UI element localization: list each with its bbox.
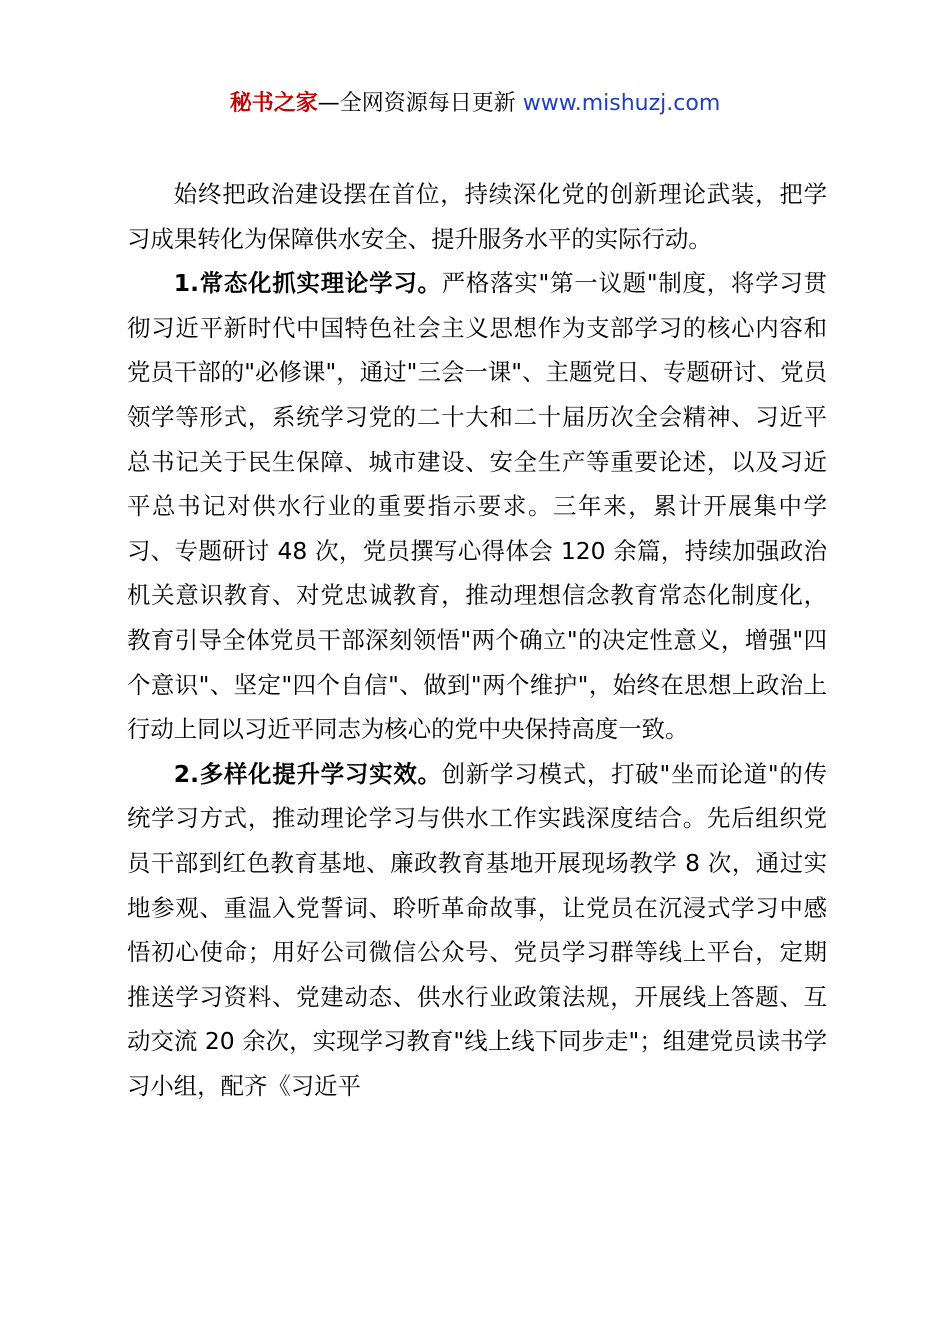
header-tagline: —全网资源每日更新: [317, 91, 516, 116]
section-2-text: 创新学习模式，打破"坐而论道"的传统学习方式，推动理论学习与供水工作实践深度结合。先后组织党员干部到红色教育基地、廉政教育基地开展现场教学 8 次，通过实地参观、重温入党誓词、聆听革命故事，让党员在沉浸式学习中感悟初心使命；用好公司微信公众号、党员学习群等线上平台，定期推送学习资料、党建动态、供水行业政策法规，开展线上答题、互动交流 20 余次，实现学习教育"线上线下同步走"；组建党员读书学习小组，配齐《习近平: [127, 759, 827, 1100]
section-1-heading: 1.常态化抓实理论学习。: [173, 269, 442, 298]
intro-text: 始终把政治建设摆在首位，持续深化党的创新理论武装，把学习成果转化为保障供水安全、提升服务水平的实际行动。: [127, 180, 827, 253]
section-1-text: 严格落实"第一议题"制度，将学习贯彻习近平新时代中国特色社会主义思想作为支部学习的核心内容和党员干部的"必修课"，通过"三会一课"、主题党日、专题研讨、党员领学等形式，系统学习党的二十大和二十届历次全会精神、习近平总书记关于民生保障、城市建设、安全生产等重要论述，以及习近平总书记对供水行业的重要指示要求。三年来，累计开展集中学习、专题研讨 48 次，党员撰写心得体会 120 余篇，持续加强政治机关意识教育、对党忠诚教育，推动理想信念教育常态化制度化，教育引导全体党员干部深刻领悟"两个确立"的决定性意义，增强"四个意识"、坚定"四个自信"、做到"两个维护"，始终在思想上政治上行动上同以习近平同志为核心的党中央保持高度一致。: [127, 269, 827, 744]
brand-name: 秘书之家: [229, 91, 318, 116]
section-1-paragraph: [127, 261, 827, 752]
document-body: [127, 172, 827, 1108]
section-2-heading: 2.多样化提升学习实效。: [173, 759, 442, 788]
intro-paragraph: [127, 172, 827, 261]
document-header: [0, 86, 950, 122]
website-link[interactable]: www.mishuzj.com: [522, 91, 721, 116]
section-2-paragraph: [127, 752, 827, 1109]
